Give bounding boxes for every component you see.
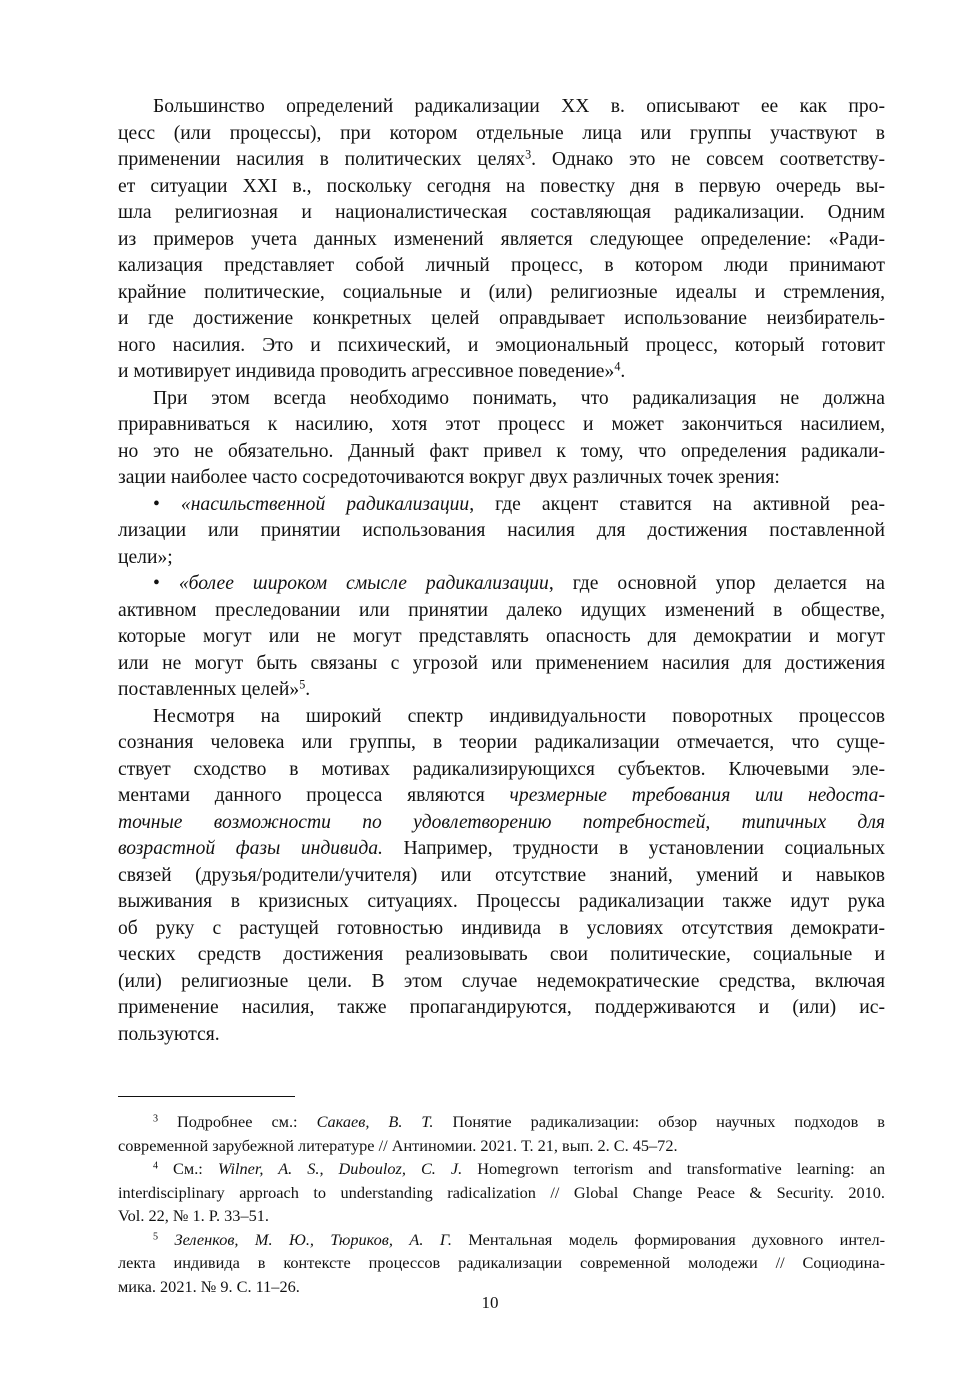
italic-text: «более широком смысле радикализации bbox=[178, 573, 549, 594]
text-run: активном преследовании или принятии далеко идущих изменений в обществе, bbox=[118, 599, 885, 621]
text-line bbox=[118, 412, 885, 439]
body-paragraph bbox=[118, 704, 885, 1049]
text-run: крайние политические, социальные и (или) религиозные идеалы и стремления, bbox=[118, 281, 885, 303]
text-line bbox=[118, 995, 885, 1022]
text-run: Понятие радикализации: обзор научных подходов в bbox=[433, 1112, 885, 1131]
text-line bbox=[118, 810, 885, 837]
italic-text: Зеленков, М. Ю., Тюриков, А. Г. bbox=[158, 1229, 452, 1249]
body-paragraph bbox=[118, 386, 885, 492]
footnote-mark: 3 bbox=[153, 1113, 159, 1125]
text-line bbox=[118, 121, 885, 148]
text-run: , где основной упор делается на bbox=[548, 573, 885, 594]
footnote-mark: 4 bbox=[614, 359, 621, 374]
text-line bbox=[118, 253, 885, 280]
text-line bbox=[118, 863, 885, 890]
text-line bbox=[118, 200, 885, 227]
text-run: • bbox=[153, 493, 181, 515]
text-line bbox=[118, 651, 885, 678]
body-paragraph bbox=[118, 492, 885, 572]
italic-text: возрастной фазы индивида. bbox=[118, 838, 383, 859]
text-line bbox=[118, 94, 885, 121]
text-run: приравниваться к насилию, хотя этот процесс и может закончиться насилием, bbox=[118, 414, 885, 435]
text-run: ет ситуации XXI в., поскольку сегодня на повестку дня в первую очередь вы- bbox=[118, 175, 885, 197]
text-line bbox=[118, 227, 885, 254]
text-run: зации наиболее часто сосредоточиваются вокруг двух различных точек зрения: bbox=[118, 467, 780, 488]
footnote-paragraph bbox=[118, 1110, 885, 1157]
text-line bbox=[118, 598, 885, 625]
text-run: Homegrown terrorism and transformative learning: an bbox=[462, 1159, 885, 1178]
text-run: interdisciplinary approach to understanding radicalization // Global Change Peace & Security. 2010. bbox=[118, 1182, 885, 1202]
text-run: и где достижение конкретных целей оправдывает использование неизбиратель- bbox=[118, 308, 885, 329]
text-line bbox=[118, 1110, 885, 1134]
footnote-paragraph bbox=[118, 1228, 885, 1299]
text-run: сознания человека или группы, в теории радикализации отмечается, что суще- bbox=[118, 732, 885, 753]
text-run: (или) религиозные цели. В этом случае недемократические средства, включая bbox=[118, 970, 885, 992]
text-line bbox=[118, 492, 885, 519]
page-number: 10 bbox=[481, 1293, 499, 1312]
italic-text: чрезмерные требования или недоста- bbox=[509, 785, 885, 806]
text-line bbox=[118, 677, 885, 704]
text-run: цесс (или процессы), при котором отдельные лица или группы участвуют в bbox=[118, 122, 885, 144]
text-run: применении насилия в политических целях bbox=[118, 149, 526, 170]
text-run: Ментальная модель формирования духовного интел- bbox=[451, 1229, 885, 1249]
text-line bbox=[118, 545, 885, 572]
text-run: которые могут или не могут представлять опасность для демократии и могут bbox=[118, 626, 885, 647]
text-run: современной зарубежной литературе // Антиномии. 2021. Т. 21, вып. 2. С. 45–72. bbox=[118, 1135, 678, 1155]
text-line bbox=[118, 624, 885, 651]
text-line bbox=[118, 1134, 885, 1158]
text-run: Несмотря на широкий спектр индивидуальности поворотных процессов bbox=[153, 705, 885, 727]
body-paragraph bbox=[118, 94, 885, 386]
text-line bbox=[118, 1157, 885, 1181]
text-line bbox=[118, 306, 885, 333]
text-line bbox=[118, 280, 885, 307]
text-run: Подробнее см.: bbox=[158, 1112, 317, 1131]
text-line bbox=[118, 942, 885, 969]
text-run: Большинство определений радикализации XX в. описывают ее как про- bbox=[153, 96, 885, 117]
italic-text: точные возможности по удовлетворению потребностей, типичных для bbox=[118, 811, 885, 833]
text-run: или не могут быть связаны с угрозой или применением насилия для достижения bbox=[118, 652, 885, 674]
text-line bbox=[118, 916, 885, 943]
text-run: лизации или принятии использования насилия для достижения поставленной bbox=[118, 520, 885, 541]
footnote-mark: 5 bbox=[299, 677, 306, 692]
text-line bbox=[118, 571, 885, 598]
text-line bbox=[118, 439, 885, 466]
text-run: ного насилия. Это и психический, и эмоциональный процесс, который готовит bbox=[118, 334, 885, 356]
text-run: ствует сходство в мотивах радикализирующихся субъектов. Ключевыми эле- bbox=[118, 758, 885, 780]
text-line bbox=[118, 386, 885, 413]
text-line bbox=[118, 359, 885, 386]
text-run: мика. 2021. № 9. С. 11–26. bbox=[118, 1276, 300, 1296]
text-line bbox=[118, 969, 885, 996]
text-run: Например, трудности в установлении социальных bbox=[382, 838, 885, 859]
text-line bbox=[118, 1251, 885, 1275]
text-run: Vol. 22, № 1. P. 33–51. bbox=[118, 1206, 269, 1225]
text-run: связей (друзья/родители/учителя) или отсутствие знаний, умений и навыков bbox=[118, 864, 885, 886]
text-run: из примеров учета данных изменений является следующее определение: «Ради- bbox=[118, 228, 885, 250]
italic-text: Wilner, A. S., Dubouloz, C. J. bbox=[217, 1159, 463, 1178]
text-run: При этом всегда необходимо понимать, что радикализация не должна bbox=[153, 387, 885, 409]
text-line bbox=[118, 147, 885, 174]
text-run: шла религиозная и националистическая составляющая радикализации. Одним bbox=[118, 202, 885, 223]
text-line bbox=[118, 836, 885, 863]
text-line bbox=[118, 465, 885, 492]
text-run: поставленных целей» bbox=[118, 679, 300, 700]
footnotes bbox=[118, 1110, 885, 1298]
text-run: См.: bbox=[158, 1159, 218, 1178]
text-line bbox=[118, 174, 885, 201]
text-line bbox=[118, 1022, 885, 1049]
text-run: и мотивирует индивида проводить агрессивное поведение» bbox=[118, 361, 615, 382]
footnote-paragraph bbox=[118, 1157, 885, 1228]
text-line bbox=[118, 333, 885, 360]
footnote-mark: 3 bbox=[525, 147, 532, 162]
text-run: ментами данного процесса являются bbox=[118, 785, 510, 806]
text-line bbox=[118, 783, 885, 810]
text-line bbox=[118, 1181, 885, 1205]
text-run: лекта индивида в контексте процессов радикализации современной молодежи // Социодина- bbox=[118, 1253, 885, 1272]
text-run: применение насилия, также пропагандируются, поддерживаются и (или) ис- bbox=[118, 997, 885, 1018]
text-run: цели»; bbox=[118, 546, 173, 568]
text-run: выживания в кризисных ситуациях. Процессы радикализации также идут рука bbox=[118, 891, 885, 912]
text-line bbox=[118, 730, 885, 757]
text-run: но это не обязательно. Данный факт привел к тому, что определения радикали- bbox=[118, 440, 885, 462]
text-line bbox=[118, 1204, 885, 1228]
text-run: об руку с растущей готовностью индивида в условиях отсутствия демократи- bbox=[118, 917, 885, 939]
footnote-separator bbox=[118, 1096, 295, 1097]
text-run: пользуются. bbox=[118, 1023, 220, 1045]
text-run: . bbox=[305, 679, 311, 700]
body-text bbox=[118, 94, 885, 1048]
footnote-mark: 4 bbox=[153, 1160, 159, 1172]
text-line bbox=[118, 704, 885, 731]
text-run: . Однако это не совсем соответству- bbox=[531, 149, 885, 170]
text-line bbox=[118, 518, 885, 545]
text-run: кализация представляет собой личный процесс, в котором люди принимают bbox=[118, 255, 885, 276]
italic-text: Сакаев, В. Т. bbox=[316, 1112, 434, 1131]
text-run: ческих средств достижения реализовывать свои политические, социальные и bbox=[118, 944, 885, 965]
body-paragraph bbox=[118, 571, 885, 704]
text-line bbox=[118, 889, 885, 916]
footnote-mark: 5 bbox=[153, 1230, 159, 1242]
text-run: • bbox=[153, 573, 179, 594]
text-line bbox=[118, 757, 885, 784]
italic-text: «насильственной радикализации bbox=[180, 493, 470, 515]
text-run: . bbox=[620, 361, 626, 382]
text-line bbox=[118, 1228, 885, 1252]
text-run: , где акцент ставится на активной реа- bbox=[469, 493, 886, 515]
